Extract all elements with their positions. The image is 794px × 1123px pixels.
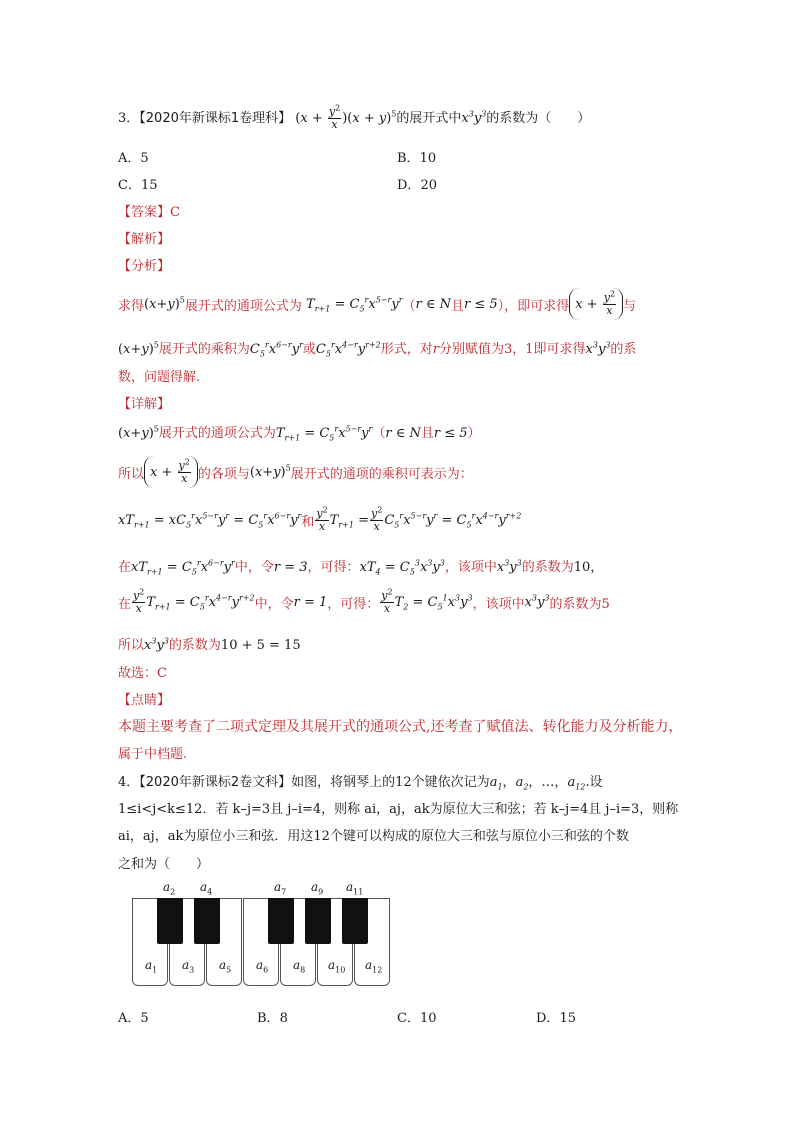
q3-detail-line6: 所以$x^3y^3$的系数为10 + 5 = 15 xyxy=(118,636,301,653)
black-key-label: $a_4$ xyxy=(200,880,213,897)
black-key xyxy=(268,898,294,944)
black-key-label: $a_2$ xyxy=(163,880,176,897)
q3-detail-line4: 在$xT_{r+1} = C_5^rx^{6-r}y^r$中，令r = 3，可得：$xT_4 = C_5^3x^3y^3$，该项中$x^3y^3$的系数为10， xyxy=(118,558,604,577)
q3-stem: 3．【2020年新课标1卷理科】 (x + $\frac{y^2}{x}$ )$(x + y)^5$的展开式中$x^3y^3$的系数为（ ） xyxy=(118,103,591,131)
white-key-label: $a_5$ xyxy=(219,958,232,975)
q3-dianjing-line1: 本题主要考查了二项式定理及其展开式的通项公式,还考查了赋值法、转化能力及分析能力， xyxy=(118,719,683,735)
white-key-label: $a_6$ xyxy=(256,958,269,975)
black-key xyxy=(305,898,331,944)
q3-option-a: A．5 xyxy=(118,151,149,166)
white-key-label: $a_{10}$ xyxy=(328,958,346,975)
q3-jiexi-tag: 【解析】 xyxy=(118,232,171,247)
q3-fenxi-line2: $(x+y)^5$展开式的乘积为$C_5^rx^{6-r}y^r$或$C_5^rx^{4-r}y^{r+2}$形式，对r分别赋值为3，1即可求得$x^3y^3$的系 xyxy=(118,340,637,359)
black-key xyxy=(194,898,220,944)
q3-detail-line3: $xT_{r+1} = xC_5^rx^{5-r}y^r = C_5^rx^{6-r}y^r$ 和 $\frac{y^2}{x}$ $T_{r+1}$ = $\frac{y^2}{x}$ $C_5^rx^{5-r}y^r = C_5^rx^{4-r}y^{r+2}$ xyxy=(118,505,522,533)
q3-dianjing-line2: 属于中档题. xyxy=(118,747,188,762)
q4-option-b: B．8 xyxy=(257,1011,288,1026)
piano-keyboard xyxy=(132,898,392,988)
q3-fenxi-line3: 数，问题得解. xyxy=(118,370,201,385)
white-key-label: $a_8$ xyxy=(293,958,306,975)
q3-option-b: B．10 xyxy=(397,151,437,166)
white-key-label: $a_1$ xyxy=(145,958,158,975)
q4-option-a: A．5 xyxy=(118,1011,149,1026)
piano-figure xyxy=(132,878,397,990)
q3-option-d: D．20 xyxy=(397,178,437,193)
q3-detail-line5: 在 $\frac{y^2}{x}$ $T_{r+1} = C_5^rx^{4-r}y^{r+2}$ 中，令 r = 1 ，可得： $\frac{y^2}{x}$ $T_2 = C_5^1x^3y^3$ ，该项中 $x^3y^3$ 的系数为5 xyxy=(118,587,610,615)
q3-guxuan: 故选：C xyxy=(118,666,167,681)
q3-fenxi-line1: 求得 $(x+y)^5$ 展开式的通项公式为 $T_{r+1} = C_5^rx^{5-r}y^r$ （ r ∈ N 且 r ≤ 5 ），即可求得 x + $\frac{y^2}{x}$ 与 xyxy=(118,288,636,320)
q3-fenxi-tag: 【分析】 xyxy=(118,259,171,274)
white-key-label: $a_3$ xyxy=(182,958,195,975)
q3-option-c: C．15 xyxy=(118,178,158,193)
q3-dianjing-tag: 【点睛】 xyxy=(118,693,171,708)
q3-detail-line1: $(x+y)^5$展开式的通项公式为$T_{r+1} = C_5^rx^{5-r}y^r(r$ ∈ N且r ≤ 5） xyxy=(118,424,481,443)
white-key-label: $a_{12}$ xyxy=(365,958,383,975)
q3-term: $x^3y^3$ xyxy=(461,109,487,126)
black-key xyxy=(157,898,183,944)
q3-detail-line2: 所以 x + $\frac{y^2}{x}$ 的各项与 $(x+y)^5$ 展开式的通项的乘积可表示为： xyxy=(118,456,473,488)
black-key-label: $a_7$ xyxy=(274,880,287,897)
q4-option-c: C．10 xyxy=(397,1011,437,1026)
q4-stem-line4: 之和为（ ） xyxy=(118,857,210,872)
black-key xyxy=(342,898,368,944)
q4-option-d: D．15 xyxy=(536,1011,576,1026)
q3-xiangjie-tag: 【详解】 xyxy=(118,397,171,412)
q4-stem-line3: ai，aj，ak为原位小三和弦．用这12个键可以构成的原位大三和弦与原位小三和弦的个数 xyxy=(118,829,629,844)
q4-stem-line1: 4．【2020年新课标2卷文科】如图，将钢琴上的12个键依次记为$a_1$，$a_2$，…，$a_{12}$.设 xyxy=(118,775,603,792)
q3-expression: (x + $\frac{y^2}{x}$ )$(x + y)^5$ xyxy=(295,103,397,131)
q3-number: 3． xyxy=(118,111,140,126)
black-key-label: $a_9$ xyxy=(311,880,324,897)
q3-source: 【2020年新课标1卷理科】 xyxy=(139,111,292,126)
q3-answer: 【答案】C xyxy=(118,205,180,220)
q4-stem-line2: 1≤i<j<k≤12．若 k–j=3且 j–i=4，则称 ai，aj，ak为原位大三和弦；若 k–j=4且 j–i=3，则称 xyxy=(118,802,679,817)
black-key-label: $a_{11}$ xyxy=(346,880,364,897)
